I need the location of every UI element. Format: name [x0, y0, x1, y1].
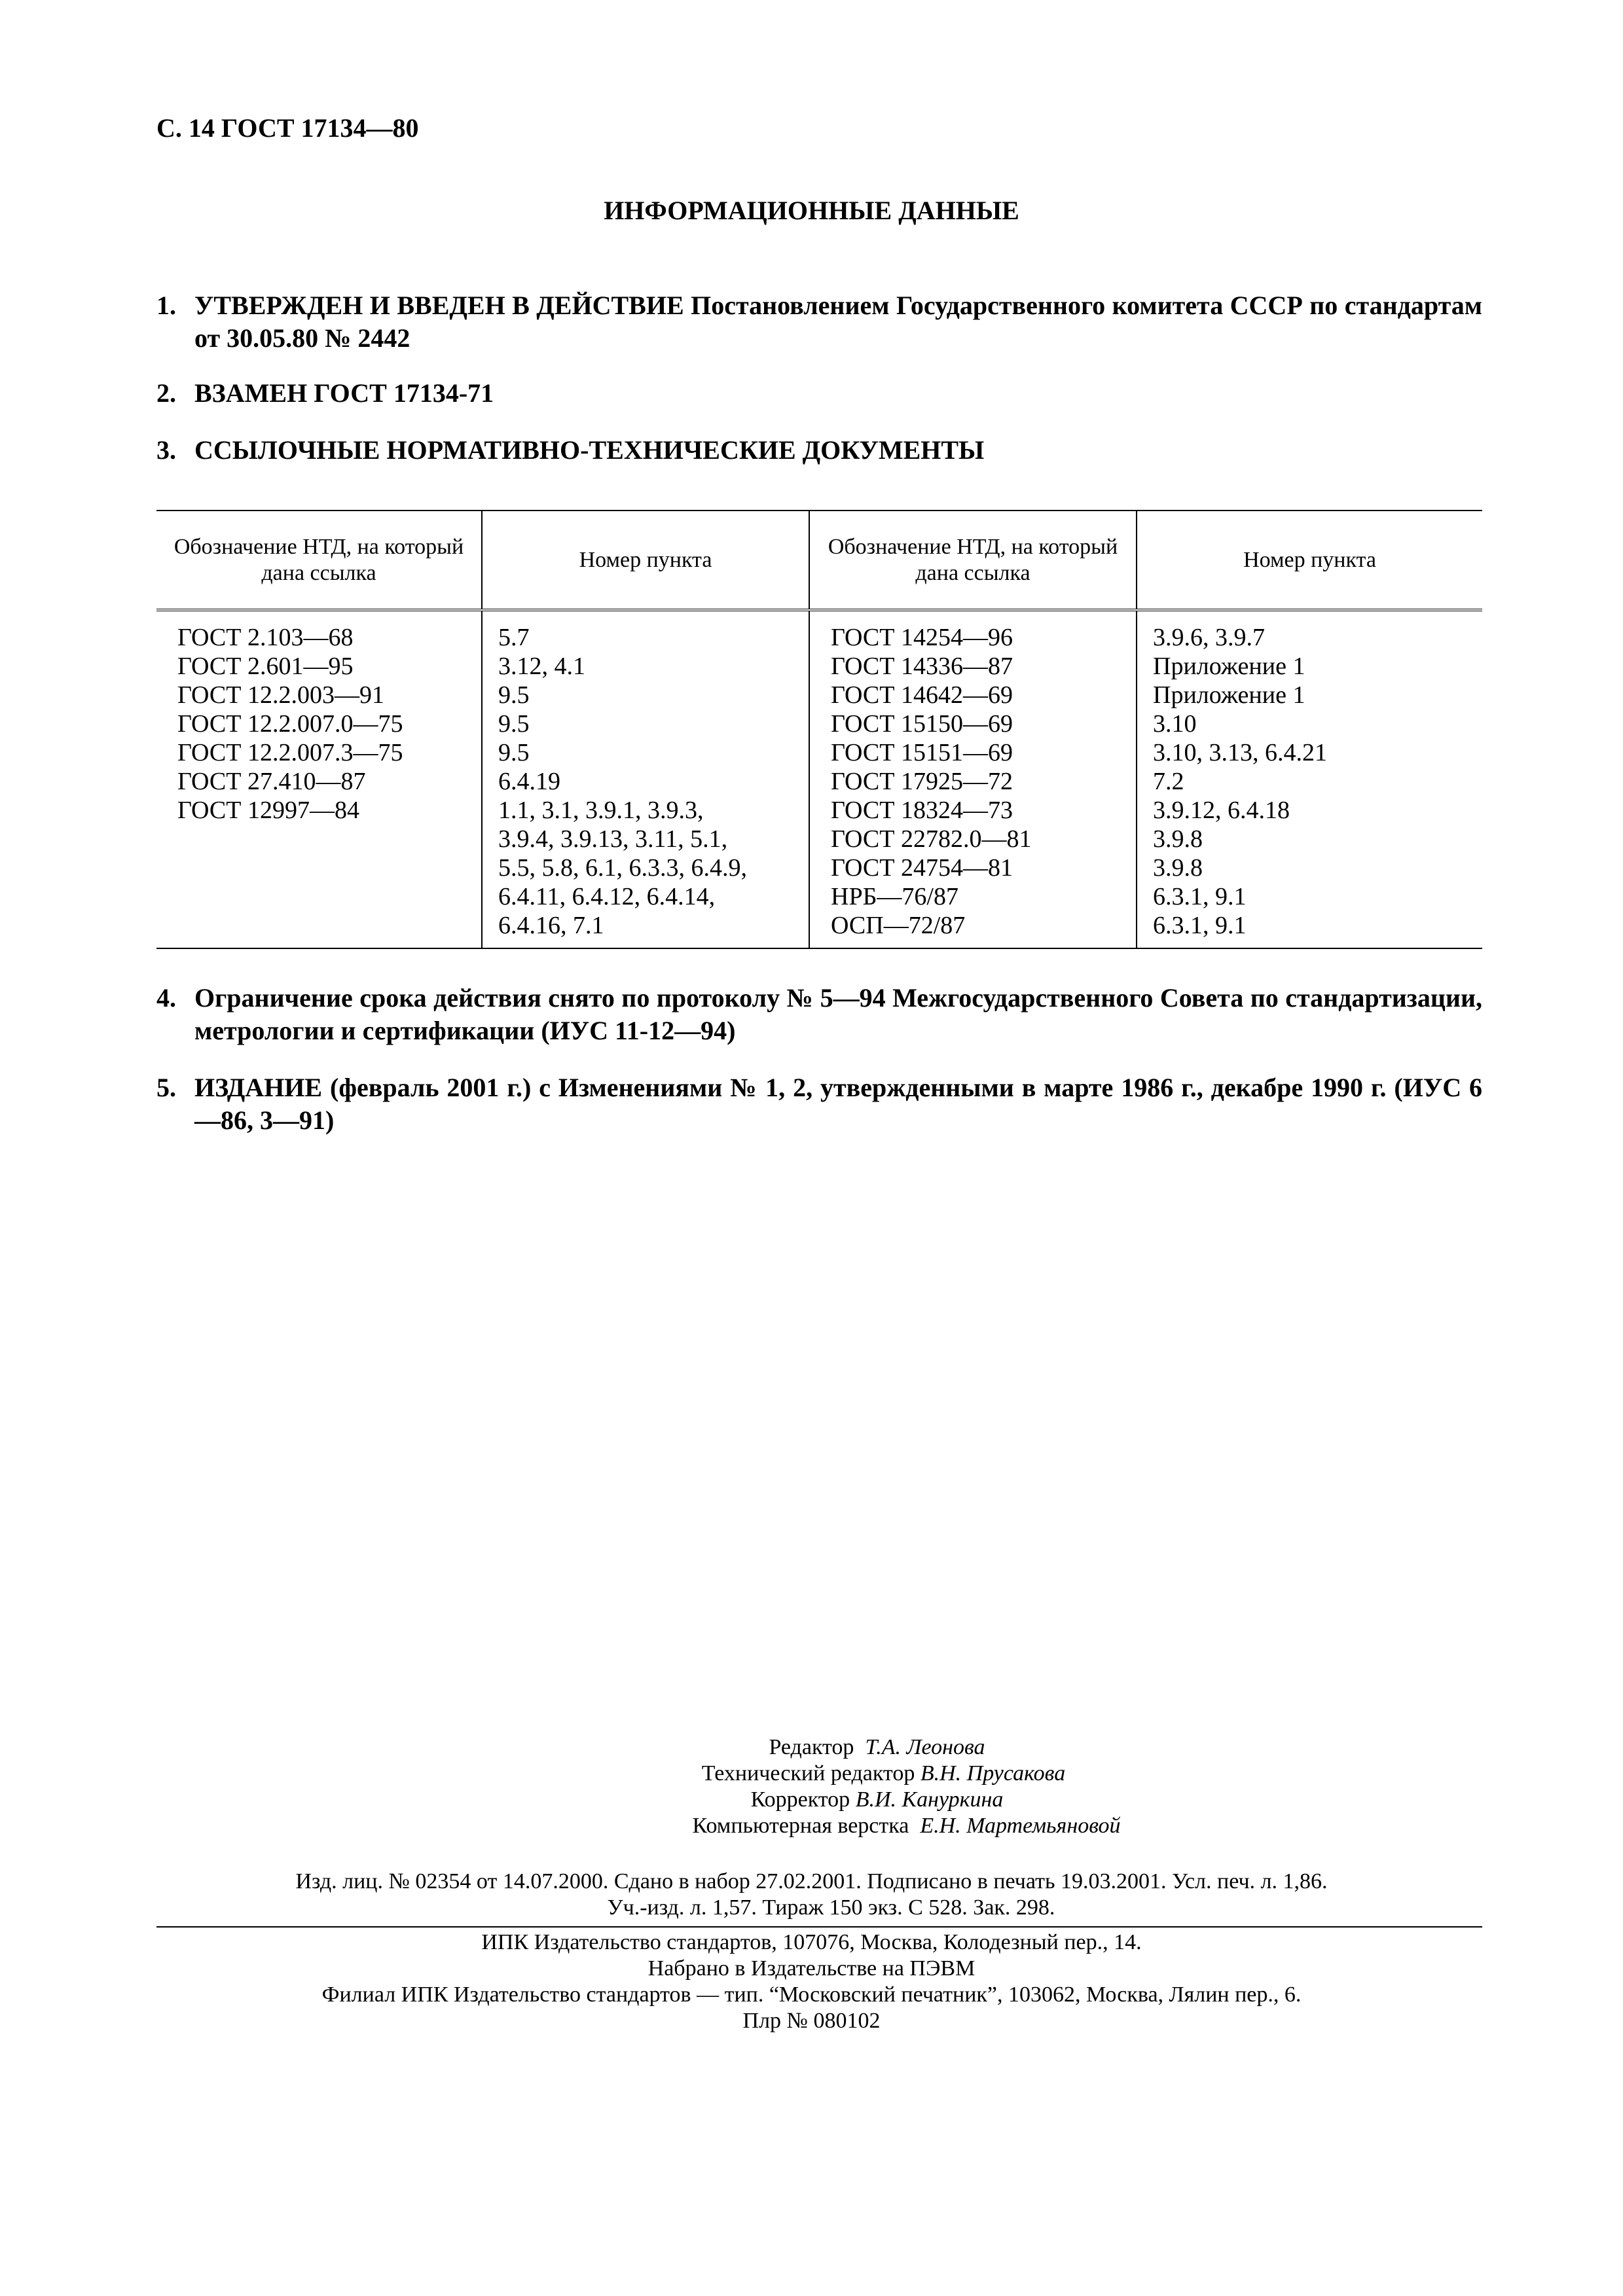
- table-cell: 3.9.12, 6.4.18: [1153, 797, 1290, 824]
- info-item-2: [156, 377, 1482, 410]
- credit-technical-editor: [0, 1761, 1623, 1787]
- table-cell: ГОСТ 12.2.007.3—75: [177, 739, 403, 766]
- header-ntd-designation-1: Обозначение НТД, на который дана ссылка: [156, 511, 482, 610]
- table-cell: 6.3.1, 9.1: [1153, 912, 1247, 939]
- table-cell: ОСП—72/87: [831, 912, 966, 939]
- table-cell: 5.7: [498, 624, 530, 651]
- table-cell: 3.10, 3.13, 6.4.21: [1153, 739, 1327, 766]
- table-cell: 3.9.6, 3.9.7: [1153, 624, 1265, 651]
- table-cell: ГОСТ 17925—72: [831, 768, 1013, 795]
- info-item-5: [156, 1071, 1482, 1137]
- table-cell: ГОСТ 2.103—68: [177, 624, 354, 651]
- item-text: ИЗДАНИЕ (февраль 2001 г.) с Изменениями № 1, 2, утвержденными в марте 1986 г., декабре 1990 г. (ИУС 6—86, 3—91): [194, 1073, 1482, 1135]
- publisher-line: Филиал ИПК Издательство стандартов — тип. “Московский печатник”, 103062, Москва, Лялин пер., 6.: [321, 1982, 1302, 2007]
- imprint-block: [0, 1869, 1623, 1921]
- table-cell: 6.3.1, 9.1: [1153, 883, 1247, 910]
- table-cell: ГОСТ 14254—96: [831, 624, 1013, 651]
- table-cell: 1.1, 3.1, 3.9.1, 3.9.3,: [498, 797, 704, 824]
- table-cell: 5.5, 5.8, 6.1, 6.3.3, 6.4.9,: [498, 854, 747, 882]
- reference-documents-table: [156, 510, 1482, 949]
- item-text: Ограничение срока действия снято по протоколу № 5—94 Межгосударственного Совета по стандартизации, метрологии и сертификации (ИУС 11-12—94): [194, 983, 1482, 1045]
- page-title: ИНФОРМАЦИОННЫЕ ДАННЫЕ: [604, 196, 1019, 225]
- table-cell: 9.5: [498, 739, 530, 766]
- table-cell: ГОСТ 2.601—95: [177, 653, 354, 680]
- column-ntd-designation-1: [156, 610, 482, 948]
- info-item-1: [156, 289, 1482, 355]
- item-text: ССЫЛОЧНЫЕ НОРМАТИВНО-ТЕХНИЧЕСКИЕ ДОКУМЕНТЫ: [194, 435, 985, 465]
- imprint-line: Уч.-изд. л. 1,57. Тираж 150 экз. С 528. Зак. 298.: [607, 1895, 1055, 1920]
- publisher-line: Плр № 080102: [742, 2009, 881, 2033]
- credit-name: Е.Н. Мартемьяновой: [920, 1814, 1121, 1838]
- table-cell: 3.12, 4.1: [498, 653, 585, 680]
- credit-role: Корректор: [750, 1787, 850, 1812]
- publisher-line: Набрано в Издательстве на ПЭВМ: [647, 1956, 976, 1981]
- header-clause-number-1: Номер пункта: [482, 511, 809, 610]
- table-cell: 7.2: [1153, 768, 1184, 795]
- credit-editor: [0, 1734, 1623, 1761]
- table-cell: 3.9.8: [1153, 825, 1203, 853]
- table-cell: ГОСТ 22782.0—81: [831, 825, 1032, 853]
- table-cell: ГОСТ 15150—69: [831, 710, 1013, 738]
- header-ntd-designation-2: Обозначение НТД, на который дана ссылка: [809, 511, 1137, 610]
- table-cell: 6.4.16, 7.1: [498, 912, 604, 939]
- table-row: [156, 610, 1482, 948]
- credit-name: В.Н. Прусакова: [920, 1761, 1066, 1785]
- publisher-block: [0, 1929, 1623, 2034]
- table-cell: ГОСТ 14642—69: [831, 681, 1013, 709]
- credit-proofreader: [0, 1787, 1623, 1813]
- column-clause-number-1: [482, 610, 809, 948]
- item-text: ВЗАМЕН ГОСТ 17134-71: [194, 378, 494, 408]
- info-item-4: [156, 982, 1482, 1047]
- item-number: 5.: [156, 1073, 176, 1102]
- table-cell: 3.10: [1153, 710, 1197, 738]
- table-cell: ГОСТ 27.410—87: [177, 768, 366, 795]
- table-cell: ГОСТ 14336—87: [831, 653, 1013, 680]
- table-cell: НРБ—76/87: [831, 883, 958, 910]
- item-number: 3.: [156, 435, 176, 465]
- item-number: 4.: [156, 983, 176, 1013]
- credit-layout: [0, 1813, 1623, 1839]
- table-cell: 6.4.11, 6.4.12, 6.4.14,: [498, 883, 716, 910]
- credit-role: Компьютерная верстка: [692, 1814, 909, 1838]
- table-cell: Приложение 1: [1153, 653, 1305, 680]
- divider: [156, 1926, 1482, 1928]
- table-header-row: [156, 511, 1482, 610]
- table-cell: 3.9.8: [1153, 854, 1203, 882]
- credit-role: Редактор: [769, 1735, 854, 1759]
- table-cell: 3.9.4, 3.9.13, 3.11, 5.1,: [498, 825, 728, 853]
- credit-name: Т.А. Леонова: [865, 1735, 985, 1759]
- table-cell: 9.5: [498, 710, 530, 738]
- column-ntd-designation-2: [809, 610, 1137, 948]
- table-cell: Приложение 1: [1153, 681, 1305, 709]
- table-cell: ГОСТ 12.2.003—91: [177, 681, 384, 709]
- table-cell: ГОСТ 12997—84: [177, 797, 359, 824]
- header-clause-number-2: Номер пункта: [1137, 511, 1482, 610]
- credit-name: В.И. Кануркина: [855, 1787, 1004, 1812]
- item-text: УТВЕРЖДЕН И ВВЕДЕН В ДЕЙСТВИЕ Постановлением Государственного комитета СССР по стандартам от 30.05.80 № 2442: [194, 291, 1482, 353]
- credit-role: Технический редактор: [701, 1761, 915, 1785]
- table-cell: ГОСТ 12.2.007.0—75: [177, 710, 403, 738]
- table-cell: ГОСТ 24754—81: [831, 854, 1013, 882]
- publisher-line: ИПК Издательство стандартов, 107076, Москва, Колодезный пер., 14.: [481, 1930, 1142, 1954]
- table-cell: ГОСТ 15151—69: [831, 739, 1013, 766]
- table-cell: ГОСТ 18324—73: [831, 797, 1013, 824]
- info-item-3: [156, 434, 1482, 467]
- item-number: 2.: [156, 378, 176, 408]
- column-clause-number-2: [1137, 610, 1482, 948]
- table-cell: 9.5: [498, 681, 530, 709]
- table-cell: 6.4.19: [498, 768, 560, 795]
- item-number: 1.: [156, 291, 176, 320]
- page-header: С. 14 ГОСТ 17134—80: [156, 113, 419, 143]
- credits-block: [0, 1734, 1623, 1839]
- imprint-line: Изд. лиц. № 02354 от 14.07.2000. Сдано в набор 27.02.2001. Подписано в печать 19.03.2001. Усл. печ. л. 1,86.: [295, 1869, 1328, 1893]
